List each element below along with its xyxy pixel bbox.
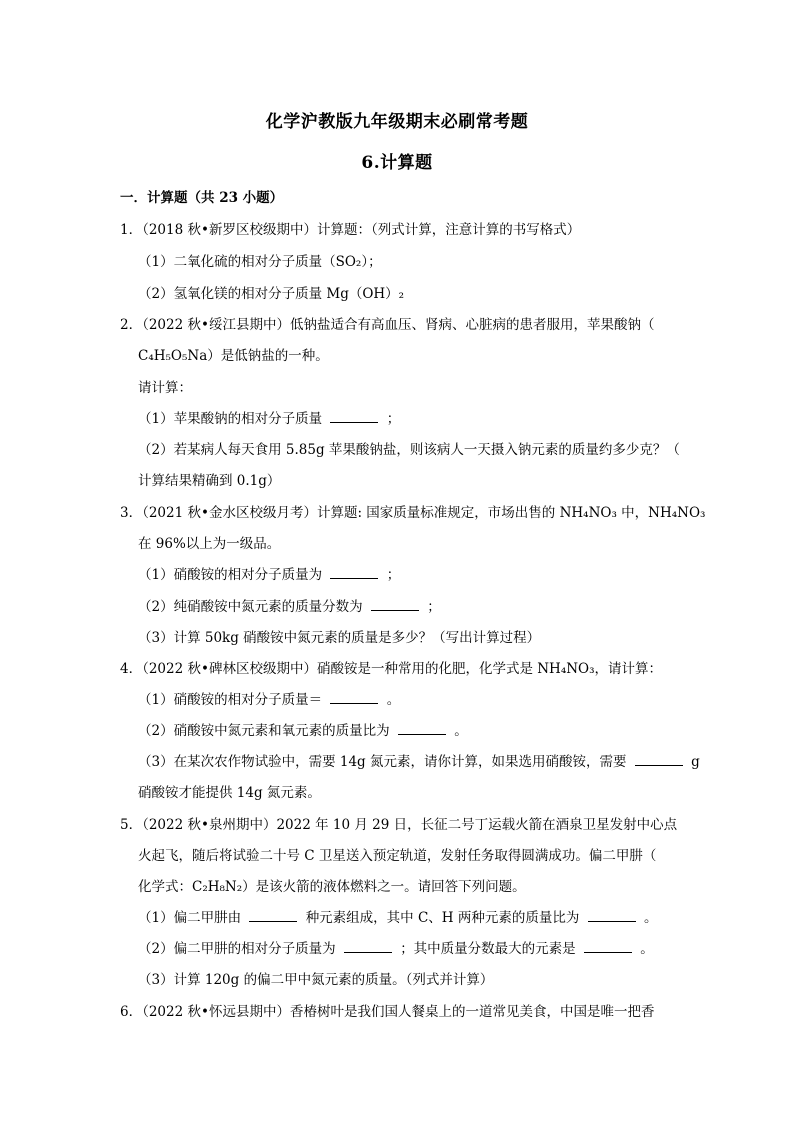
answer-blank[interactable] [371, 598, 419, 611]
question-2-part-2: （2）若某病人每天食用 5.85g 苹果酸钠盐，则该病人一天摄入钠元素的质量约多少克？（ [138, 442, 680, 458]
question-4-part-2-text: （2）硝酸铵中氮元素和氧元素的质量比为 [138, 723, 390, 739]
question-4-part-2-end: 。 [454, 723, 468, 739]
question-3-part-1-end: ； [386, 567, 401, 583]
question-5-stem-cont-2: 化学式：C₂H₈N₂）是该火箭的液体燃料之一。请回答下列问题。 [138, 879, 526, 895]
question-3-stem: 3．（2021 秋•金水区校级月考）计算题: 国家质量标准规定，市场出售的 NH₄NO₃ 中，NH₄NO₃ [120, 505, 706, 521]
question-2-part-1 [138, 407, 400, 427]
question-4-part-1-text: （1）硝酸铵的相对分子质量＝ [138, 692, 323, 708]
question-5-part-2-text-b: ；其中质量分数最大的元素是 [400, 941, 576, 957]
question-5-stem-cont: 火起飞，随后将试验二十号 C 卫星送入预定轨道，发射任务取得圆满成功。偏二甲肼（ [138, 848, 657, 864]
question-3-stem-cont: 在 96%以上为一级品。 [138, 536, 281, 552]
question-4-part-2 [138, 719, 468, 739]
question-1-stem: 1．（2018 秋•新罗区校级期中）计算题：（列式计算，注意计算的书写格式） [120, 222, 581, 238]
answer-blank[interactable] [588, 909, 636, 922]
question-2-stem-cont: C₄H₅O₅Na）是低钠盐的一种。 [138, 348, 329, 364]
question-4-part-1 [138, 688, 400, 708]
question-4-part-3-end: g [691, 754, 700, 770]
question-3-part-1-text: （1）硝酸铵的相对分子质量为 [138, 567, 323, 583]
answer-blank[interactable] [330, 691, 378, 704]
document-subtitle: 6.计算题 [361, 153, 433, 173]
question-3-part-2-end: ； [427, 599, 441, 615]
question-5-part-1 [138, 906, 657, 926]
answer-blank[interactable] [584, 940, 632, 953]
question-5-part-1-text: （1）偏二甲肼由 [138, 910, 242, 926]
question-3-part-2-text: （2）纯硝酸铵中氮元素的质量分数为 [138, 599, 363, 615]
question-5-stem: 5．（2022 秋•泉州期中）2022 年 10 月 29 日，长征二号丁运载火箭在酒泉卫星发射中心点 [120, 817, 678, 833]
question-3-part-1 [138, 563, 400, 583]
answer-blank[interactable] [249, 909, 297, 922]
question-5-part-3: （3）计算 120g 的偏二甲中氮元素的质量。（列式并计算） [138, 972, 494, 988]
answer-blank[interactable] [330, 410, 378, 423]
document-title: 化学沪教版九年级期末必刷常考题 [265, 112, 529, 132]
question-1-part-1: （1）二氧化硫的相对分子质量（SO₂）； [138, 254, 382, 270]
question-5-part-2-text: （2）偏二甲肼的相对分子质量为 [138, 941, 336, 957]
section-heading: 一．计算题（共 23 小题） [120, 190, 284, 206]
question-2-part-1-text: （1）苹果酸钠的相对分子质量 [138, 411, 323, 427]
answer-blank[interactable] [635, 753, 683, 766]
question-5-part-1-end: 。 [643, 910, 658, 926]
question-2-part-2-cont: 计算结果精确到 0.1g） [138, 473, 281, 489]
question-4-stem: 4．（2022 秋•碑林区校级期中）硝酸铵是一种常用的化肥，化学式是 NH₄NO₃，请计算： [120, 661, 663, 677]
question-5-part-1-text-b: 种元素组成，其中 C、H 两种元素的质量比为 [305, 910, 580, 926]
question-4-part-3-cont: 硝酸铵才能提供 14g 氮元素。 [138, 785, 321, 801]
question-3-part-3: （3）计算 50kg 硝酸铵中氮元素的质量是多少？（写出计算过程） [138, 630, 541, 646]
question-5-part-2-end: 。 [640, 941, 654, 957]
question-4-part-1-end: 。 [386, 692, 401, 708]
question-5-part-2 [138, 937, 654, 957]
question-6-stem: 6．（2022 秋•怀远县期中）香椿树叶是我们国人餐桌上的一道常见美食，中国是唯一把香 [120, 1004, 655, 1020]
question-2-lead: 请计算： [138, 380, 192, 396]
question-4-part-3 [138, 750, 700, 770]
question-4-part-3-text: （3）在某次农作物试验中，需要 14g 氮元素，请你计算，如果选用硝酸铵，需要 [138, 754, 627, 770]
question-3-part-2 [138, 595, 441, 615]
question-2-stem: 2．（2022 秋•绥江县期中）低钠盐适合有高血压、肾病、心脏病的患者服用，苹果酸钠（ [120, 317, 655, 333]
question-1-part-2: （2）氢氧化镁的相对分子质量 Mg（OH）₂ [138, 286, 405, 302]
answer-blank[interactable] [398, 722, 446, 735]
question-2-part-1-end: ； [386, 411, 401, 427]
answer-blank[interactable] [344, 940, 392, 953]
answer-blank[interactable] [330, 566, 378, 579]
